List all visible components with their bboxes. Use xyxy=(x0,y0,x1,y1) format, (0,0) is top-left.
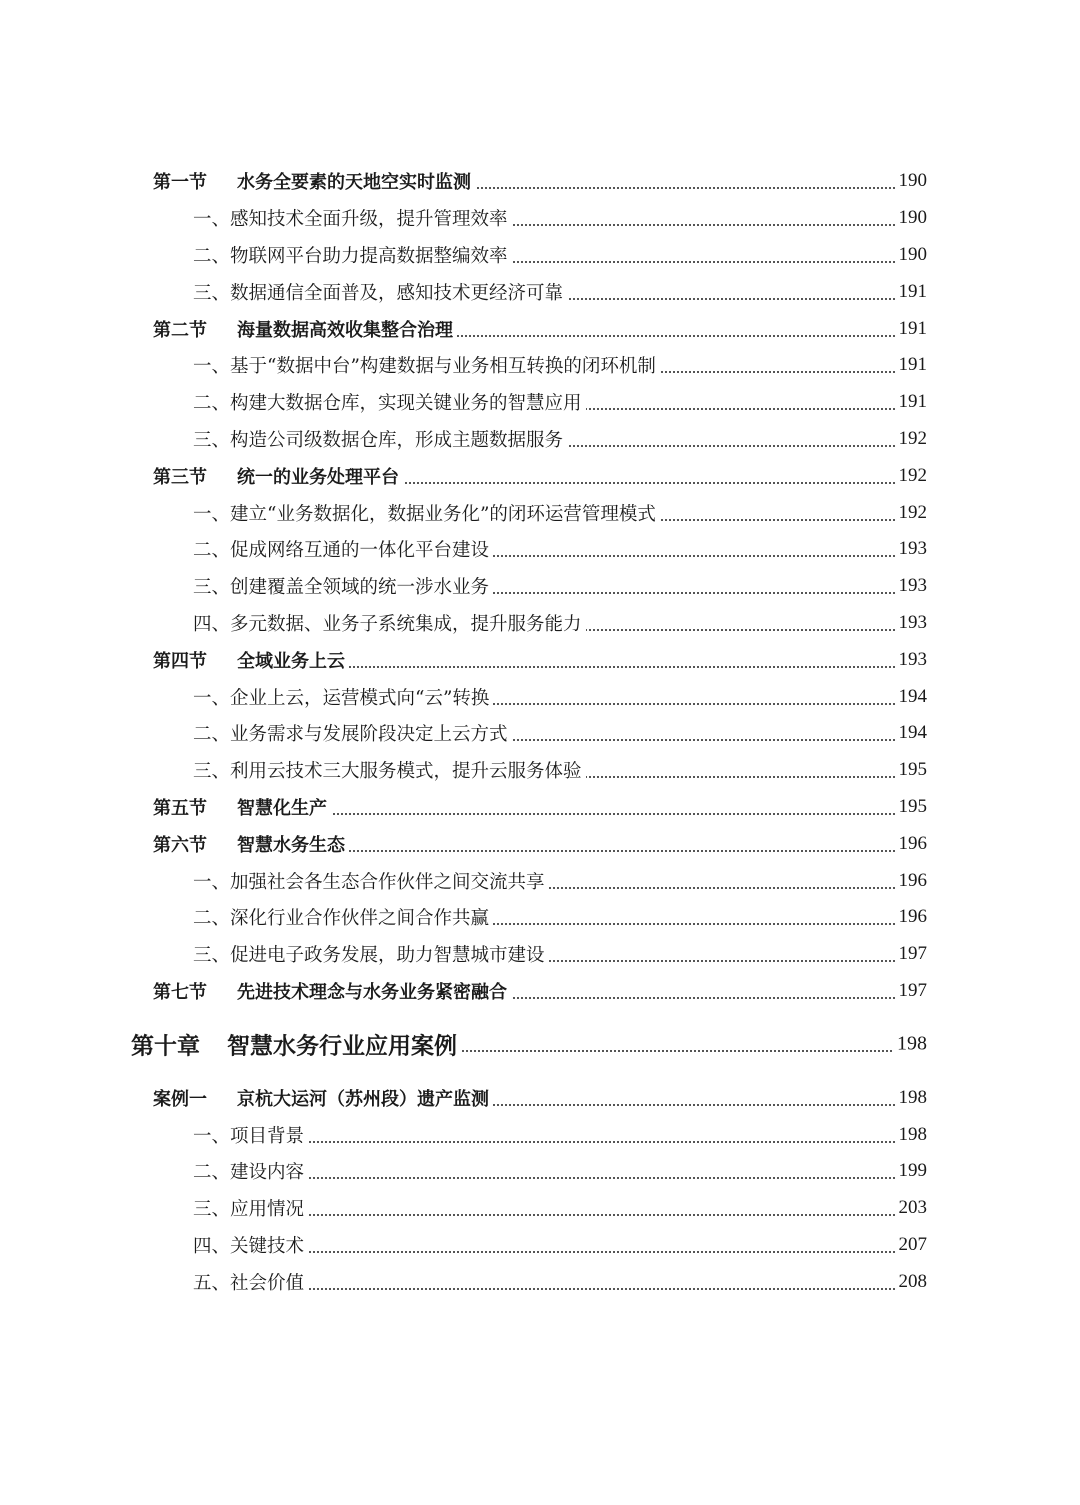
toc-entry-title: 二、物联网平台助力提高数据整编效率 xyxy=(193,245,508,267)
toc-page-number: 190 xyxy=(895,207,928,229)
toc-entry-label xyxy=(153,794,331,820)
toc-entry-label xyxy=(193,941,549,967)
toc-item[interactable] xyxy=(0,384,1080,421)
toc-entry-title: 一、项目背景 xyxy=(193,1125,305,1147)
toc-item[interactable] xyxy=(0,678,1080,715)
toc-entry-number: 第四节 xyxy=(153,650,207,672)
toc-entry-title: 海量数据高效收集整合治理 xyxy=(237,319,453,341)
toc-entry-number: 案例一 xyxy=(153,1088,207,1110)
toc-entry-label xyxy=(193,1195,308,1221)
toc-entry-title: 四、关键技术 xyxy=(193,1235,305,1257)
toc-section[interactable] xyxy=(0,1079,1080,1116)
toc-entry-label xyxy=(153,463,403,489)
toc-page-number: 195 xyxy=(895,759,928,781)
toc-entry-label xyxy=(193,684,493,710)
toc-page-number: 203 xyxy=(895,1197,928,1219)
toc-page-number: 196 xyxy=(895,833,928,855)
toc-entry-title: 京杭大运河（苏州段）遗产监测 xyxy=(237,1088,489,1110)
toc-entry-label xyxy=(153,316,457,342)
toc-entry-label xyxy=(193,757,586,783)
toc-entry-title: 一、企业上云，运营模式向“云”转换 xyxy=(193,687,490,709)
toc-item[interactable] xyxy=(0,1153,1080,1190)
toc-entry-number: 第一节 xyxy=(153,172,207,194)
toc-entry-label xyxy=(193,536,493,562)
toc-item[interactable] xyxy=(0,936,1080,973)
toc-section[interactable] xyxy=(0,641,1080,678)
toc-entry-number: 第六节 xyxy=(153,834,207,856)
toc-entry-title: 三、应用情况 xyxy=(193,1199,305,1221)
toc-section[interactable] xyxy=(0,825,1080,862)
toc-page-number: 192 xyxy=(895,502,928,524)
toc-item[interactable] xyxy=(0,1190,1080,1227)
toc-page-number: 193 xyxy=(895,649,928,671)
toc-entry-label xyxy=(153,831,349,857)
toc-page-number: 193 xyxy=(895,538,928,560)
toc-item[interactable] xyxy=(0,568,1080,605)
toc-entry-label xyxy=(193,352,660,378)
toc-page-number: 190 xyxy=(895,244,928,266)
toc-entry-label xyxy=(193,720,512,746)
toc-page-number: 193 xyxy=(895,612,928,634)
toc-page-number: 190 xyxy=(895,170,928,192)
toc-entry-title: 三、构造公司级数据仓库，形成主题数据服务 xyxy=(193,429,564,451)
toc-item[interactable] xyxy=(0,531,1080,568)
toc-entry-title: 四、多元数据、业务子系统集成，提升服务能力 xyxy=(193,613,582,635)
toc-entry-label xyxy=(193,279,567,305)
toc-entry-label xyxy=(193,573,493,599)
toc-entry-title: 二、业务需求与发展阶段决定上云方式 xyxy=(193,724,508,746)
toc-entry-title: 二、构建大数据仓库，实现关键业务的智慧应用 xyxy=(193,393,582,415)
toc-entry-title: 三、创建覆盖全领域的统一涉水业务 xyxy=(193,577,490,599)
toc-entry-label xyxy=(193,1232,308,1258)
toc-page-number: 197 xyxy=(895,980,928,1002)
toc-entry-label xyxy=(193,389,586,415)
toc-page-number: 193 xyxy=(895,575,928,597)
toc-page-number: 195 xyxy=(895,796,928,818)
toc-entry-title: 二、建设内容 xyxy=(193,1162,305,1184)
toc-entry-title: 一、基于“数据中台”构建数据与业务相互转换的闭环机制 xyxy=(193,356,656,378)
toc-item[interactable] xyxy=(0,494,1080,531)
toc-page-number: 208 xyxy=(895,1271,928,1293)
toc-item[interactable] xyxy=(0,1116,1080,1153)
toc-entry-title: 一、建立“业务数据化，数据业务化”的闭环运营管理模式 xyxy=(193,503,656,525)
toc-page-number: 191 xyxy=(895,318,928,340)
toc-item[interactable] xyxy=(0,237,1080,274)
toc-page-number: 197 xyxy=(895,943,928,965)
toc-entry-number: 第十章 xyxy=(131,1032,200,1060)
toc-page-number: 191 xyxy=(895,391,928,413)
toc-item[interactable] xyxy=(0,421,1080,458)
toc-entry-label xyxy=(193,904,493,930)
toc-section[interactable] xyxy=(0,163,1080,200)
toc-page-number: 207 xyxy=(895,1234,928,1256)
toc-entry-label xyxy=(153,1085,493,1111)
toc-entry-label xyxy=(193,500,660,526)
toc-entry-title: 三、促进电子政务发展，助力智慧城市建设 xyxy=(193,945,545,967)
toc-entry-label xyxy=(193,426,567,452)
toc-entry-label xyxy=(193,1122,308,1148)
toc-page-number: 198 xyxy=(893,1033,927,1056)
toc-page-number: 196 xyxy=(895,906,928,928)
toc-entry-label xyxy=(193,610,586,636)
toc-chapter[interactable] xyxy=(0,1009,1080,1079)
toc-item[interactable] xyxy=(0,715,1080,752)
toc-entry-title: 二、深化行业合作伙伴之间合作共赢 xyxy=(193,908,490,930)
toc-page-number: 191 xyxy=(895,281,928,303)
toc-entry-title: 统一的业务处理平台 xyxy=(237,466,399,488)
toc-entry-label xyxy=(193,868,549,894)
toc-item[interactable] xyxy=(0,862,1080,899)
toc-entry-title: 五、社会价值 xyxy=(193,1272,305,1294)
toc-entry-title: 三、利用云技术三大服务模式，提升云服务体验 xyxy=(193,761,582,783)
toc-entry-title: 全域业务上云 xyxy=(237,650,345,672)
toc-item[interactable] xyxy=(0,1227,1080,1264)
toc-entry-number: 第三节 xyxy=(153,466,207,488)
toc-section[interactable] xyxy=(0,457,1080,494)
toc-item[interactable] xyxy=(0,1263,1080,1300)
toc-page-number: 196 xyxy=(895,870,928,892)
toc-entry-label xyxy=(131,1028,461,1061)
toc-section[interactable] xyxy=(0,789,1080,826)
toc-entry-label xyxy=(193,242,512,268)
toc-entry-number: 第二节 xyxy=(153,319,207,341)
toc-section[interactable] xyxy=(0,310,1080,347)
toc-entry-number: 第七节 xyxy=(153,981,207,1003)
toc-entry-title: 水务全要素的天地空实时监测 xyxy=(237,172,471,194)
toc-page-number: 194 xyxy=(895,722,928,744)
toc-page-number: 198 xyxy=(895,1087,928,1109)
toc-page-number: 198 xyxy=(895,1124,928,1146)
toc-entry-number: 第五节 xyxy=(153,797,207,819)
toc-entry-title: 三、数据通信全面普及，感知技术更经济可靠 xyxy=(193,282,564,304)
toc-entry-title: 一、加强社会各生态合作伙伴之间交流共享 xyxy=(193,871,545,893)
toc-entry-label xyxy=(193,205,512,231)
toc-item[interactable] xyxy=(0,273,1080,310)
toc-page-number: 194 xyxy=(895,686,928,708)
toc-entry-title: 一、感知技术全面升级，提升管理效率 xyxy=(193,209,508,231)
toc-item[interactable] xyxy=(0,200,1080,237)
toc-entry-title: 智慧水务行业应用案例 xyxy=(227,1032,457,1060)
toc-entry-label xyxy=(193,1269,308,1295)
toc-entry-label xyxy=(153,168,475,194)
toc-section[interactable] xyxy=(0,973,1080,1010)
toc-page-number: 191 xyxy=(895,354,928,376)
toc-item[interactable] xyxy=(0,899,1080,936)
toc-item[interactable] xyxy=(0,752,1080,789)
toc-item[interactable] xyxy=(0,605,1080,642)
toc-item[interactable] xyxy=(0,347,1080,384)
toc-page-number: 192 xyxy=(895,428,928,450)
toc-entry-label xyxy=(153,978,511,1004)
toc-entry-title: 二、促成网络互通的一体化平台建设 xyxy=(193,540,490,562)
toc-entry-label xyxy=(153,647,349,673)
toc-page-number: 192 xyxy=(895,465,928,487)
toc-entry-title: 智慧水务生态 xyxy=(237,834,345,856)
toc-page-number: 199 xyxy=(895,1160,928,1182)
table-of-contents xyxy=(0,163,1080,1300)
toc-entry-title: 先进技术理念与水务业务紧密融合 xyxy=(237,981,507,1003)
toc-entry-title: 智慧化生产 xyxy=(237,797,327,819)
toc-entry-label xyxy=(193,1158,308,1184)
